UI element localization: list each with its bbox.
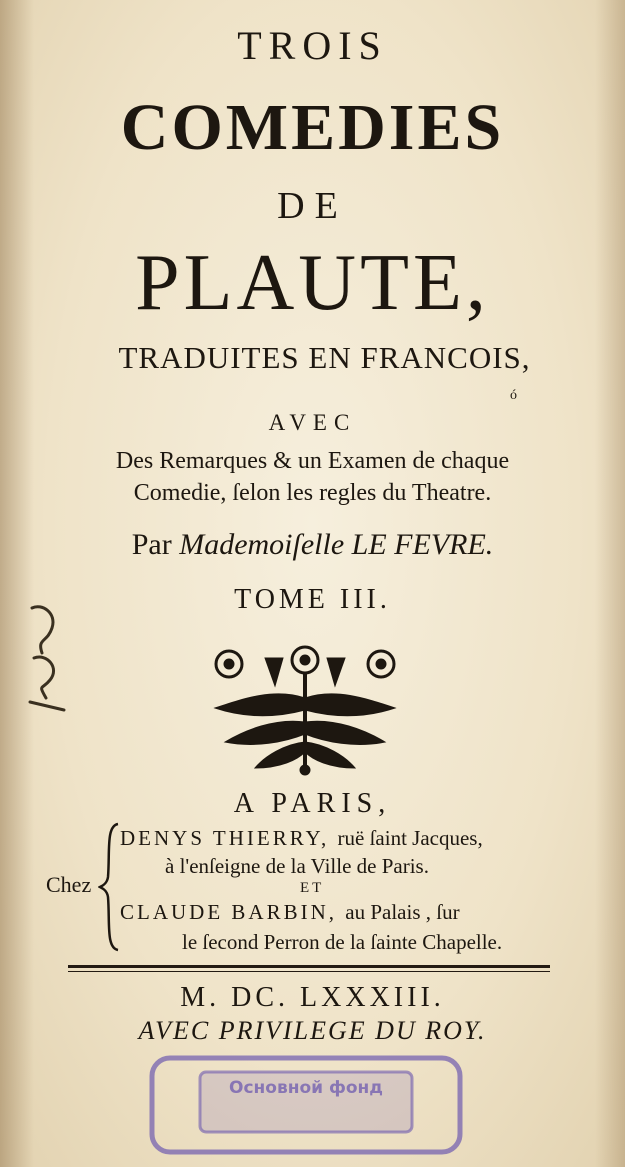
author-line xyxy=(0,528,625,562)
imprint-et: ET xyxy=(300,880,325,896)
publisher2-location-line2: le ſecond Perron de la ſainte Chapelle. xyxy=(182,930,503,954)
publisher2-location: au Palais , ſur xyxy=(345,900,460,924)
stamp-text: Основной фонд xyxy=(229,1078,383,1098)
author-name: Mademoiſelle xyxy=(179,528,345,561)
title-line-trois: TROIS xyxy=(237,23,388,68)
imprint-chez: Chez xyxy=(46,872,92,897)
publication-year: M. DC. LXXXIII. xyxy=(180,982,445,1013)
publisher1-name: DENYS THIERRY, xyxy=(120,826,330,850)
title-line-comedies: COMEDIES xyxy=(120,91,505,164)
title-line-traduites: TRADUITES EN FRANCOIS, xyxy=(118,340,531,375)
volume-number: TOME III. xyxy=(234,584,391,615)
publisher2-name: CLAUDE BARBIN, xyxy=(120,900,338,924)
margin-mark: ó xyxy=(510,388,517,403)
divider-rule-thin xyxy=(68,971,550,972)
subtitle-line1: Des Remarques & un Examen de chaque xyxy=(115,448,510,474)
publisher2-line xyxy=(120,900,460,925)
royal-privilege: AVEC PRIVILEGE DU ROY. xyxy=(138,1016,487,1045)
title-line-plaute: PLAUTE, xyxy=(135,239,490,327)
handwritten-shelfmark xyxy=(12,598,82,718)
subtitle-avec: AVEC xyxy=(268,410,357,435)
subtitle-line2: Comedie, ſelon les regles du Theatre. xyxy=(133,480,492,506)
author-surname: LE FEVRE. xyxy=(351,528,494,561)
author-prefix: Par xyxy=(131,528,172,561)
title-line-de: DE xyxy=(277,185,348,227)
publisher1-line xyxy=(120,826,483,851)
floral-ornament xyxy=(205,638,405,776)
publisher1-street: ruë ſaint Jacques, xyxy=(337,826,483,850)
curly-brace xyxy=(98,822,122,952)
library-stamp xyxy=(148,1050,464,1158)
imprint-city: A PARIS, xyxy=(233,788,392,819)
divider-rule-thick xyxy=(68,965,550,968)
publisher1-sign: à l'enſeigne de la Ville de Paris. xyxy=(165,854,429,878)
